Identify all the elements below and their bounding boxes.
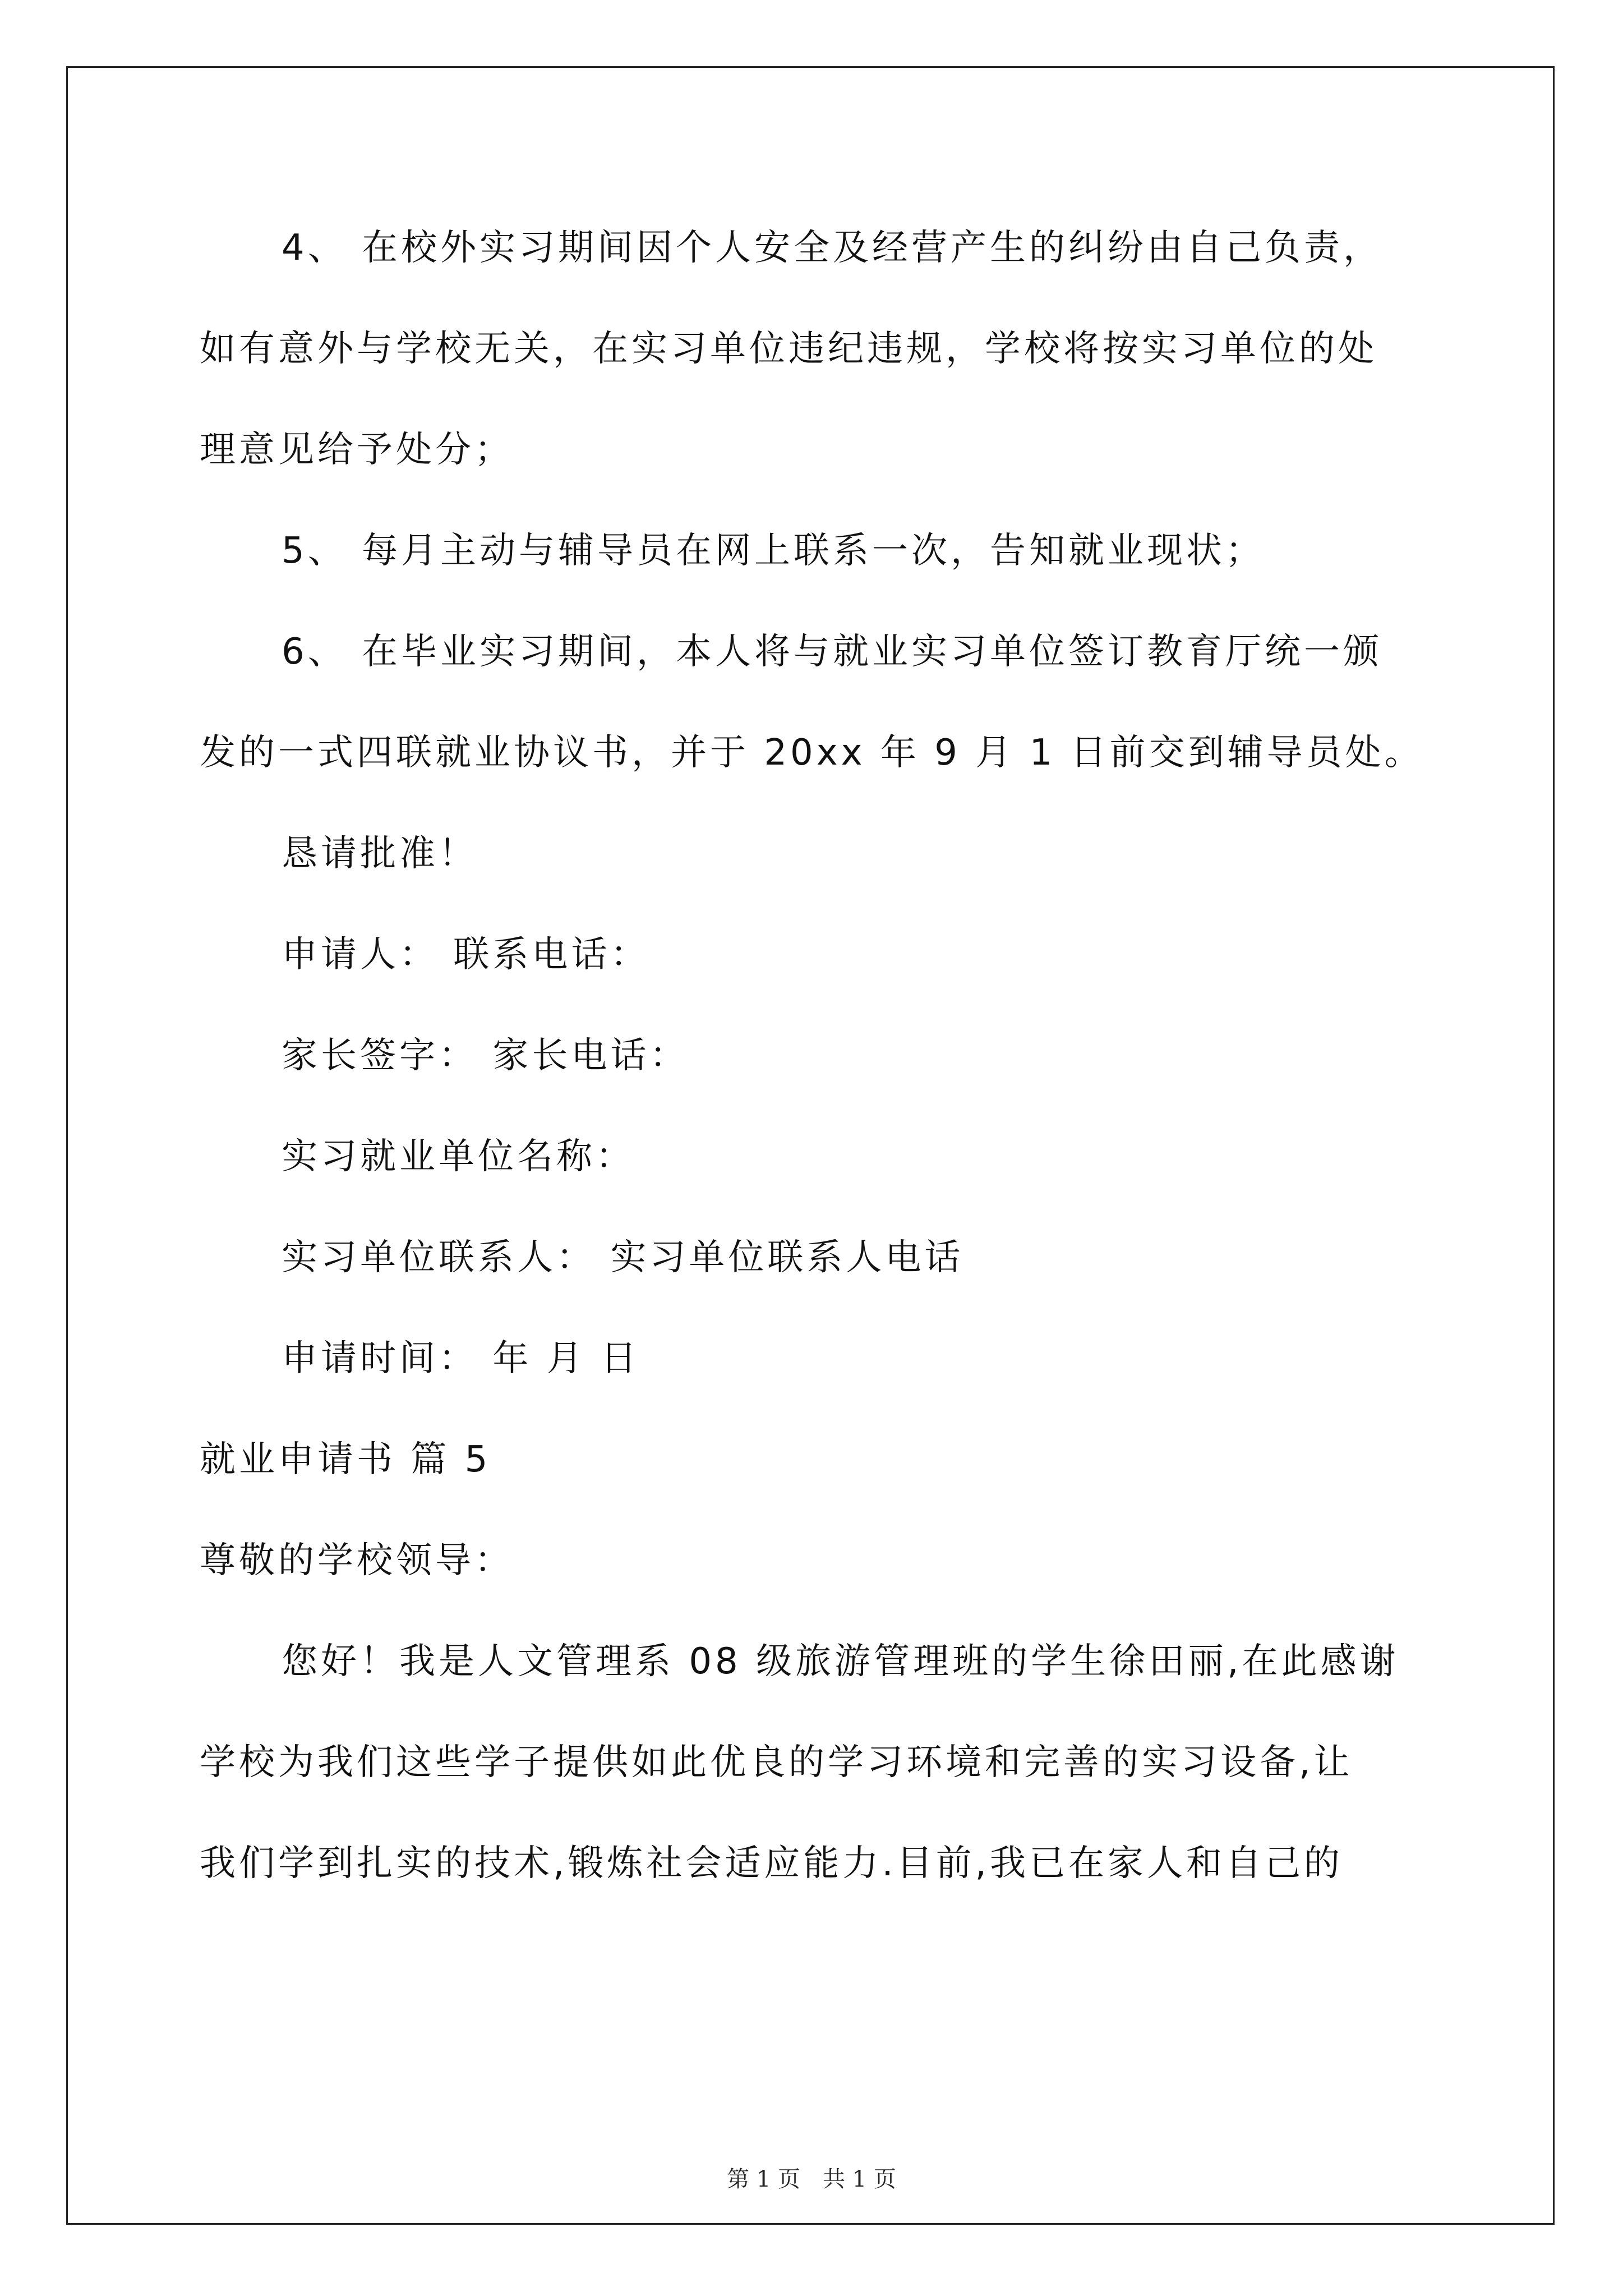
paragraph-line: 申请时间： 年 月 日 [282,1338,640,1379]
paragraph-line: 学校为我们这些学子提供如此优良的学习环境和完善的实习设备,让 [200,1742,1353,1783]
paragraph-line: 我们学到扎实的技术,锻炼社会适应能力.目前,我已在家人和自己的 [200,1843,1344,1884]
paragraph-line: 申请人： 联系电话： [282,934,650,976]
page-footer: 第 1 页 共 1 页 [727,2166,896,2192]
paragraph-line: 您好！我是人文管理系 08 级旅游管理班的学生徐田丽,在此感谢 [282,1641,1399,1682]
paragraph-line: 5、 每月主动与辅导员在网上联系一次，告知就业现状； [282,530,1265,572]
paragraph-line: 理意见给予处分； [200,429,514,471]
paragraph-line: 家长签字： 家长电话： [282,1035,689,1076]
paragraph-line: 如有意外与学校无关，在实习单位违纪违规，学校将按实习单位的处 [200,328,1377,370]
section-heading: 就业申请书 篇 5 [200,1439,491,1480]
paragraph-line: 恳请批准！ [282,833,478,875]
paragraph-line: 发的一式四联就业协议书，并于 20xx 年 9 月 1 日前交到辅导员处。 [200,732,1424,774]
paragraph-line: 4、 在校外实习期间因个人安全及经营产生的纠纷由自己负责， [282,227,1383,269]
paragraph-line: 实习单位联系人： 实习单位联系人电话 [282,1237,964,1278]
paragraph-line: 6、 在毕业实习期间，本人将与就业实习单位签订教育厅统一颁 [282,631,1383,673]
paragraph-line: 实习就业单位名称： [282,1136,635,1177]
salutation: 尊敬的学校领导： [200,1540,514,1581]
